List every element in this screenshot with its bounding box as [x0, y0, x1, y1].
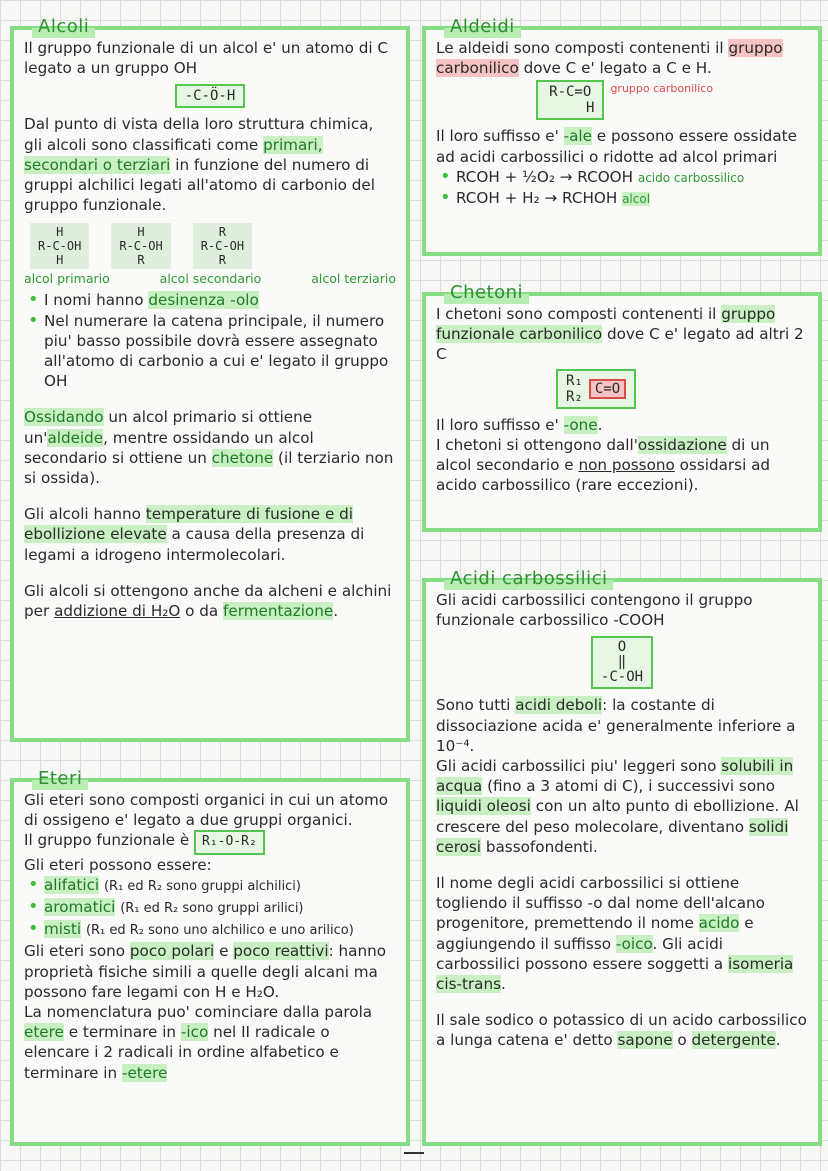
eteri-group: Il gruppo funzionale è R₁-O-R₂ — [24, 830, 396, 854]
list-item: • Nel numerare la catena principale, il numero piu' basso possibile dovrà essere assegnato all'atomo di carbonio a cui e' legato il gruppo OH — [28, 311, 396, 392]
aldeidi-suffix: Il loro suffisso e' -ale e possono essere ossidate ad acidi carbossilici o ridotte ad alcol primari — [436, 127, 797, 166]
eteri-nomenclature: La nomenclatura puo' cominciare dalla parola etere e terminare in -ico nel II radicale o elencare i 2 radicali in ordine alfabetico e terminare in -etere — [24, 1003, 373, 1082]
alcoli-production: Gli alcoli si ottengono anche da alcheni e alchini per addizione di H₂O o da fermentazione. — [24, 581, 392, 621]
chetoni-oxidation: I chetoni si ottengono dall'ossidazione di un alcol secondario e non possono ossidarsi ad acido carbossilico (rare eccezioni). — [436, 435, 771, 495]
chetoni-suffix: Il loro suffisso e' -one. — [436, 415, 603, 434]
structure-captions: alcol primario alcol secondario alcol terziario — [24, 271, 396, 287]
list-item: • aromatici (R₁ ed R₂ sono gruppi arilici) — [28, 897, 396, 919]
structure-secondary: H R-C-OH R — [111, 223, 170, 269]
alcol-structures — [30, 223, 396, 269]
alcoli-bullets — [24, 290, 396, 391]
list-item: • RCOH + H₂ → RCHOH alcol — [440, 188, 808, 209]
aldeidi-intro: Le aldeidi sono composti contenenti il gruppo carbonilico dove C e' legato a C e H. — [436, 39, 783, 78]
aldeidi-title: Aldeidi — [444, 16, 521, 38]
list-item: • alifatici (R₁ ed R₂ sono gruppi alchilici) — [28, 875, 396, 897]
acidi-title: Acidi carbossilici — [444, 568, 613, 590]
alcoli-structure-text: Dal punto di vista della loro struttura chimica, gli alcoli sono classificati come primari, secondari o terziari in funzione del numero di gruppi alchilici legati all'atomo di carbonio del gruppo funzionale. — [24, 115, 375, 215]
eteri-title: Eteri — [32, 768, 88, 790]
list-item: • I nomi hanno desinenza -olo — [28, 290, 396, 310]
chetoni-box — [422, 282, 822, 532]
aldeidi-reactions — [436, 167, 808, 209]
chetoni-intro: I chetoni sono composti contenenti il gruppo funzionale carbonilico dove C e' legato ad altri 2 C — [436, 305, 804, 364]
alcoli-temperature: Gli alcoli hanno temperature di fusione e di ebollizione elevate a causa della presenza di legami a idrogeno intermolecolari. — [24, 505, 365, 564]
structure-tertiary: R R-C-OH R — [193, 223, 252, 269]
acidi-intro: Gli acidi carbossilici contengono il gruppo funzionale carbossilico -COOH — [436, 591, 753, 630]
alcoli-oxidation: Ossidando un alcol primario si ottiene un'aldeide, mentre ossidando un alcol secondario si ottiene un chetone (il terziario non si ossida). — [24, 408, 394, 488]
eteri-properties: Gli eteri sono poco polari e poco reattivi: hanno proprietà fisiche simili a quelle degli alcani ma possono fare legami con H e H₂O. — [24, 942, 386, 1001]
eteri-types — [24, 875, 396, 942]
eteri-box — [10, 768, 410, 1146]
eteri-types-intro: Gli eteri possono essere: — [24, 855, 212, 874]
aldeide-formula: R-C=O H gruppo carbonilico — [536, 80, 808, 120]
structure-primary: H R-C-OH H — [30, 223, 89, 269]
alcoli-title: Alcoli — [32, 16, 95, 38]
aldeidi-box — [422, 16, 822, 256]
page-divider — [404, 1152, 424, 1154]
acidi-naming: Il nome degli acidi carbossilici si ottiene togliendo il suffisso -o dal nome dell'alcano progenitore, premettendo il nome acido e aggiungendo il suffisso -oico. Gli acidi carbossilici possono essere soggetti a isomeria cis-trans. — [436, 874, 794, 994]
acidi-weak: Sono tutti acidi deboli: la costante di dissociazione acida e' generalmente inferiore a 10⁻⁴. — [436, 696, 796, 755]
alcoli-intro: Il gruppo funzionale di un alcol e' un atomo di C legato a un gruppo OH — [24, 39, 389, 78]
list-item: • RCOH + ½O₂ → RCOOH acido carbossilico — [440, 167, 808, 188]
acidi-soap: Il sale sodico o potassico di un acido carbossilico a lunga catena e' detto sapone o detergente. — [436, 1011, 807, 1050]
alcoli-box — [10, 16, 410, 742]
chetoni-title: Chetoni — [444, 282, 529, 304]
eteri-intro: Gli eteri sono composti organici in cui un atomo di ossigeno e' legato a due gruppi organici. — [24, 791, 389, 830]
chetone-formula: R₁ R₂ C=O — [556, 369, 808, 409]
acido-formula: O ‖ -C-OH — [436, 636, 808, 689]
acidi-box — [422, 568, 822, 1146]
alcol-formula: -C-Ö-H — [175, 84, 246, 108]
acidi-solubility: Gli acidi carbossilici piu' leggeri sono solubili in acqua (fino a 3 atomi di C), i successivi sono liquidi oleosi con un alto punto di ebollizione. Al crescere del peso molecolare, diventano solidi cerosi bassofondenti. — [436, 757, 799, 856]
list-item: • misti (R₁ ed R₂ sono uno alchilico e uno arilico) — [28, 919, 396, 941]
